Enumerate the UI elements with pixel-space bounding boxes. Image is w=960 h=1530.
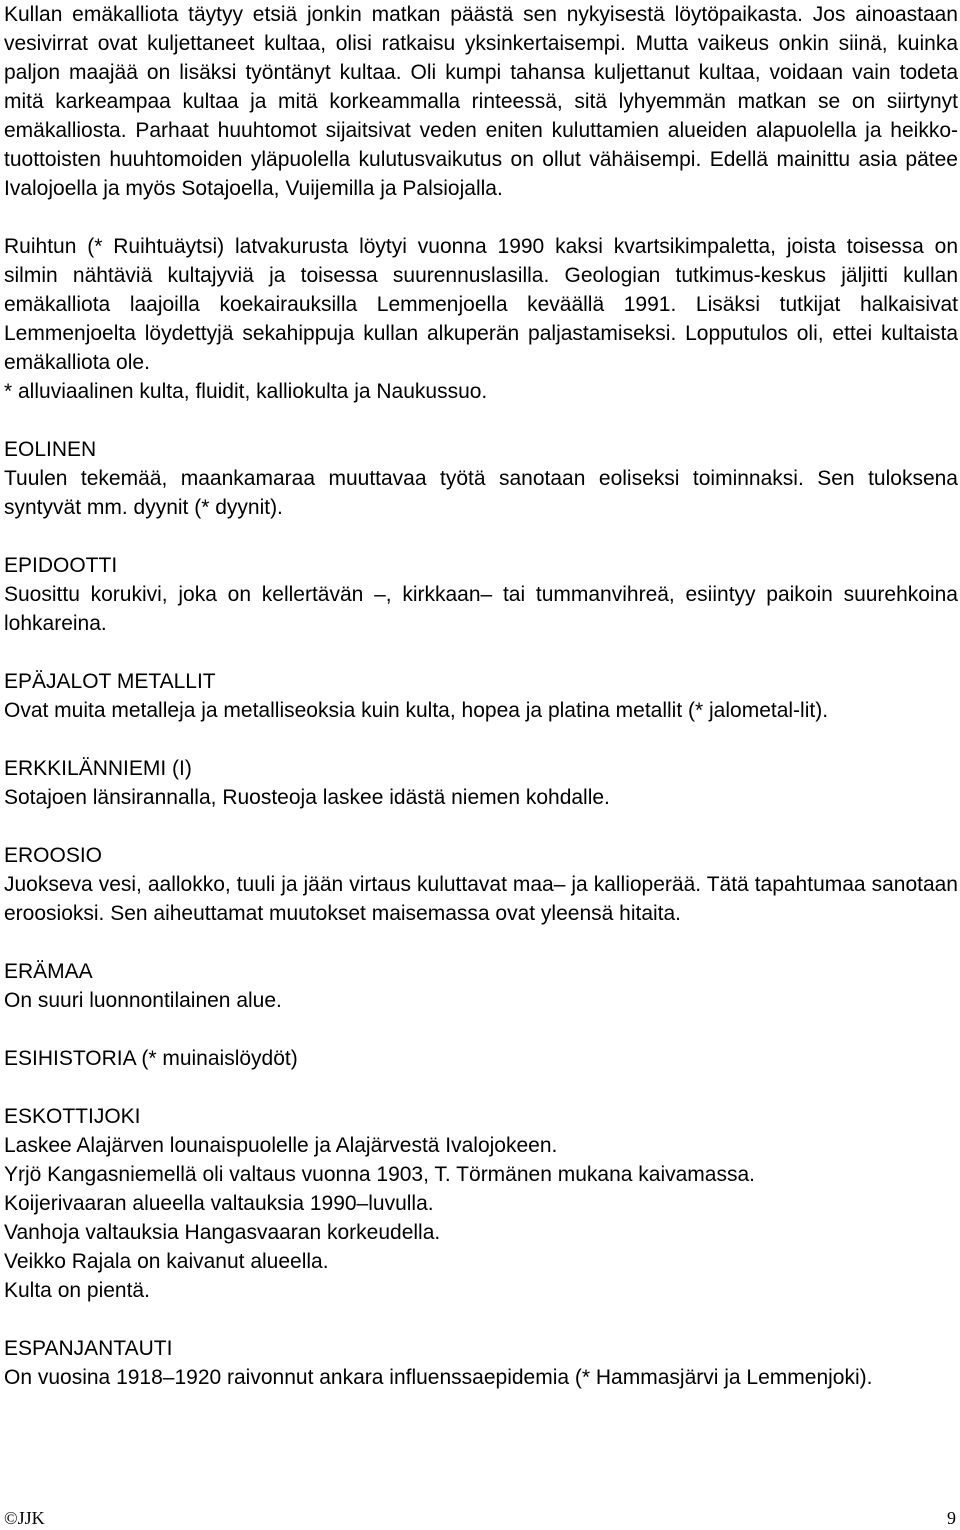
entry-term: ERÄMAA	[4, 960, 93, 983]
entry-eroosio	[4, 841, 958, 928]
entry-line: Kulta on pientä.	[4, 1279, 150, 1302]
entry-line: Laskee Alajärven lounaispuolelle ja Alajärvestä Ivalojokeen.	[4, 1134, 558, 1157]
entry-body: Juokseva vesi, aallokko, tuuli ja jään virtaus kuluttavat maa– ja kallioperää. Tätä tapahtumaa sanotaan eroosioksi. Sen aiheuttamat muutokset maisemassa ovat yleensä hitaita.	[4, 873, 958, 925]
entry-body: Tuulen tekemää, maankamaraa muuttavaa työtä sanotaan eoliseksi toiminnaksi. Sen tuloksena syntyvät mm. dyynit (* dyynit).	[4, 467, 958, 519]
intro-paragraph-2-note: * alluviaalinen kulta, fluidit, kalliokulta ja Naukussuo.	[4, 380, 488, 403]
entry-epidootti	[4, 551, 958, 638]
entry-note: (* muinaislöydöt)	[135, 1047, 298, 1070]
entry-body: On vuosina 1918–1920 raivonnut ankara influenssaepidemia (* Hammasjärvi ja Lemmenjoki).	[4, 1366, 873, 1389]
intro-paragraph-1: Kullan emäkalliota täytyy etsiä jonkin matkan päästä sen nykyisestä löytöpaikasta. Jos ainoastaan vesivirrat ovat kuljettaneet kultaa, olisi ratkaisu yksinkertaisempi. Mutta vaikeus onkin siinä, kuinka paljon maajää on lisäksi työntänyt kultaa. Oli kumpi tahansa kuljettanut kultaa, voidaan vain todeta mitä karkeampaa kultaa ja mitä korkeammalla rinteessä, sitä lyhyemmän matkan se on siirtynyt emäkalliosta. Parhaat huuhtomot sijaitsivat veden eniten kuluttamien alueiden alapuolella ja heikko-tuottoisten huuhtomoiden yläpuolella kulutusvaikutus on ollut vähäisempi. Edellä mainittu asia pätee Ivalojoella ja myös Sotajoella, Vuijemilla ja Palsiojalla.	[4, 3, 958, 200]
document-page	[4, 0, 958, 1421]
entry-erkkilanniemi	[4, 754, 958, 812]
entry-term: ESIHISTORIA	[4, 1047, 136, 1070]
entry-line: Koijerivaaran alueella valtauksia 1990–luvulla.	[4, 1192, 434, 1215]
entry-note: (I)	[166, 757, 192, 780]
intro-paragraph-2: Ruihtun (* Ruihtuäytsi) latvakurusta löytyi vuonna 1990 kaksi kvartsikimpaletta, joista toisessa on silmin nähtäviä kultajyviä ja toisessa suurennuslasilla. Geologian tutkimus-keskus jäljitti kullan emäkalliota laajoilla koekairauksilla Lemmenjoella keväällä 1991. Lisäksi tutkijat halkaisivat Lemmenjoelta löydettyjä sekahippuja kullan alkuperän paljastamiseksi. Lopputulos oli, ettei kultaista emäkalliota ole.	[4, 235, 958, 374]
entry-body: Ovat muita metalleja ja metalliseoksia kuin kulta, hopea ja platina metallit (* jalometal-lit).	[4, 699, 829, 722]
entry-body: On suuri luonnontilainen alue.	[4, 989, 282, 1012]
entry-term: EPIDOOTTI	[4, 554, 118, 577]
entry-epajalot-metallit	[4, 667, 958, 725]
entry-espanjantauti	[4, 1334, 958, 1392]
entry-line: Yrjö Kangasniemellä oli valtaus vuonna 1903, T. Törmänen mukana kaivamassa.	[4, 1163, 755, 1186]
entry-eolinen	[4, 435, 958, 522]
entry-term: EPÄJALOT METALLIT	[4, 670, 216, 693]
entry-eramaa	[4, 957, 958, 1015]
entry-eskottijoki	[4, 1102, 958, 1305]
entry-line: Vanhoja valtauksia Hangasvaaran korkeudella.	[4, 1221, 441, 1244]
entry-term: ERKKILÄNNIEMI	[4, 757, 167, 780]
entry-line: Veikko Rajala on kaivanut alueella.	[4, 1250, 329, 1273]
page-footer	[4, 1507, 956, 1529]
entry-term: ESPANJANTAUTI	[4, 1337, 173, 1360]
entry-term: EOLINEN	[4, 438, 97, 461]
entry-body: Suosittu korukivi, joka on kellertävän –, kirkkaan– tai tummanvihreä, esiintyy paikoin suurehkoina lohkareina.	[4, 583, 958, 635]
entry-esihistoria	[4, 1044, 958, 1073]
entry-body: Sotajoen länsirannalla, Ruosteoja laskee idästä niemen kohdalle.	[4, 786, 610, 809]
entry-term: EROOSIO	[4, 844, 103, 867]
copyright-label: ©JJK	[4, 1508, 45, 1528]
page-number: 9	[947, 1508, 956, 1528]
entry-term: ESKOTTIJOKI	[4, 1105, 141, 1128]
